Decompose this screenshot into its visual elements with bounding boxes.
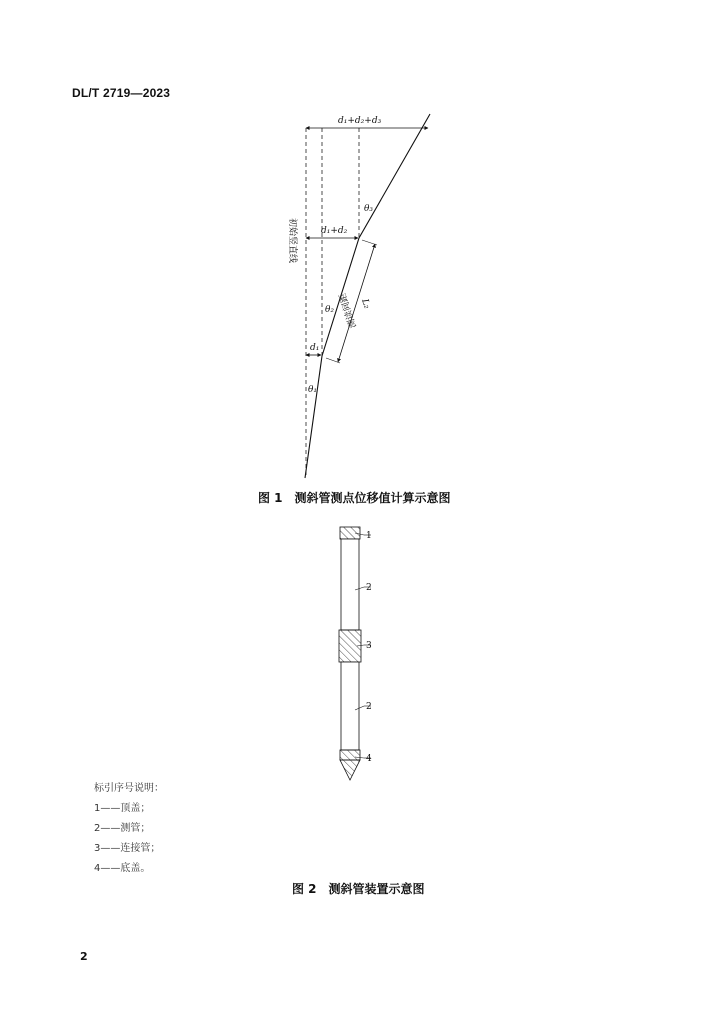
callout-2-upper: 2: [366, 583, 372, 593]
callout-3: 3: [366, 641, 372, 651]
figure2-pipe-assembly: [339, 527, 372, 780]
callout-1: 1: [366, 531, 372, 541]
callout-2-lower: 2: [366, 702, 372, 712]
label-d-sum3: d₁+d₂+d₃: [338, 116, 382, 126]
upper-pipe: [341, 539, 359, 630]
legend-item: 2——测管；: [94, 823, 151, 834]
label-theta1: θ₁: [308, 385, 318, 395]
legend-item: 3——连接管；: [94, 843, 161, 854]
callout-4: 4: [366, 754, 372, 764]
label-d1: d₁: [310, 343, 320, 353]
legend-title: 标引序号说明：: [94, 783, 164, 794]
bottom-cap: [340, 750, 360, 760]
label-initial-vertical: 初始竖直线: [287, 218, 297, 264]
label-theta3: θ₃: [364, 204, 374, 214]
label-spacing: 测读间距: [338, 291, 359, 330]
lower-pipe: [341, 662, 359, 750]
standard-code-header: DL/T 2719—2023: [72, 86, 171, 100]
legend-item: 4——底盖。: [94, 863, 151, 874]
page-number: 2: [80, 950, 88, 963]
figure2-caption: 图 2 测斜管装置示意图: [292, 882, 425, 896]
inclinometer-deflection-line: [305, 114, 430, 478]
label-theta2: θ₂: [325, 305, 335, 315]
legend-item: 1——顶盖；: [94, 803, 151, 814]
top-cap: [340, 527, 360, 539]
label-l2: L₂: [359, 297, 372, 311]
label-d-sum2: d₁+d₂: [321, 226, 348, 236]
bottom-cap-tip: [340, 760, 360, 780]
figure1-caption: 图 1 测斜管测点位移值计算示意图: [258, 491, 451, 505]
